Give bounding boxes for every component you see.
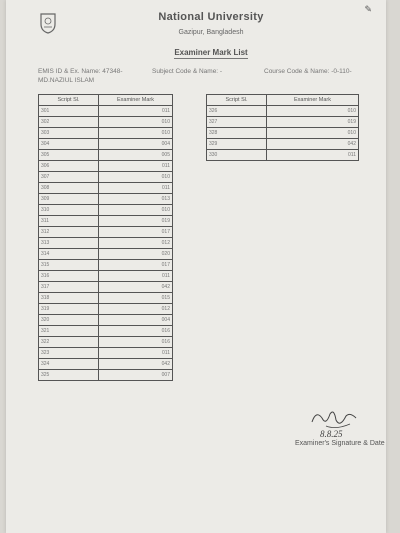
- script-serial-cell: 310: [39, 205, 99, 216]
- script-serial-cell: 314: [39, 249, 99, 260]
- examiner-mark-cell: 012: [99, 238, 173, 249]
- examiner-mark-cell: 016: [99, 337, 173, 348]
- examiner-mark-cell: 011: [99, 271, 173, 282]
- script-serial-cell: 304: [39, 139, 99, 150]
- table-row: [39, 172, 173, 183]
- corner-mark-icon: ✎: [364, 4, 372, 14]
- table-row: [39, 326, 173, 337]
- table-row: [39, 128, 173, 139]
- examiner-mark-cell: 017: [99, 227, 173, 238]
- table-row: [39, 271, 173, 282]
- table-row: [39, 282, 173, 293]
- examiner-mark-cell: 019: [99, 216, 173, 227]
- examiner-mark-cell: 020: [99, 249, 173, 260]
- script-serial-cell: 309: [39, 194, 99, 205]
- examiner-mark-cell: 005: [99, 150, 173, 161]
- script-serial-cell: 322: [39, 337, 99, 348]
- examiner-mark-cell: 011: [267, 150, 359, 161]
- script-serial-cell: 317: [39, 282, 99, 293]
- examiner-mark-cell: 017: [99, 260, 173, 271]
- table-row: [39, 139, 173, 150]
- script-serial-cell: 318: [39, 293, 99, 304]
- script-serial-cell: 312: [39, 227, 99, 238]
- university-title: National University: [158, 11, 264, 23]
- examiner-mark-cell: 042: [99, 359, 173, 370]
- mark-column-header: Examiner Mark: [99, 95, 173, 106]
- table-row: [39, 249, 173, 260]
- script-column-header: Script Sl.: [39, 95, 99, 106]
- examiner-mark-cell: 010: [267, 128, 359, 139]
- table-row: [207, 139, 359, 150]
- table-row: [39, 205, 173, 216]
- script-serial-cell: 315: [39, 260, 99, 271]
- table-row: [39, 348, 173, 359]
- subject-info: Subject Code & Name: -: [152, 68, 223, 75]
- table-row: [39, 216, 173, 227]
- table-row: [39, 183, 173, 194]
- script-serial-cell: 321: [39, 326, 99, 337]
- university-logo-icon: [39, 12, 57, 34]
- examiner-mark-cell: 004: [99, 139, 173, 150]
- script-serial-cell: 313: [39, 238, 99, 249]
- examiner-mark-cell: 042: [267, 139, 359, 150]
- table-row: [207, 106, 359, 117]
- table-row: [39, 359, 173, 370]
- examiner-mark-cell: 042: [99, 282, 173, 293]
- university-location: Gazipur, Bangladesh: [178, 29, 244, 36]
- script-serial-cell: 303: [39, 128, 99, 139]
- script-serial-cell: 329: [207, 139, 267, 150]
- script-serial-cell: 305: [39, 150, 99, 161]
- table-row: [207, 128, 359, 139]
- table-row: [39, 304, 173, 315]
- examiner-mark-cell: 013: [99, 194, 173, 205]
- table-header-row: [207, 95, 359, 106]
- examiner-mark-cell: 010: [99, 205, 173, 216]
- script-column-header: Script Sl.: [207, 95, 267, 106]
- table-row: [39, 117, 173, 128]
- script-serial-cell: 325: [39, 370, 99, 381]
- table-row: [39, 161, 173, 172]
- script-serial-cell: 330: [207, 150, 267, 161]
- examiner-mark-cell: 011: [99, 348, 173, 359]
- signature-caption: Examiner's Signature & Date: [295, 440, 385, 447]
- examiner-mark-cell: 011: [99, 106, 173, 117]
- mark-table-left: [38, 94, 173, 381]
- list-title-text: Examiner Mark List: [174, 48, 248, 57]
- script-serial-cell: 326: [207, 106, 267, 117]
- table-row: [39, 315, 173, 326]
- table-row: [39, 150, 173, 161]
- exam-line-1: EMIS ID & Ex. Name: 47348-: [38, 68, 123, 75]
- mark-column-header: Examiner Mark: [267, 95, 359, 106]
- table-row: [39, 194, 173, 205]
- script-serial-cell: 328: [207, 128, 267, 139]
- examiner-mark-cell: 010: [267, 106, 359, 117]
- table-row: [39, 238, 173, 249]
- examiner-mark-cell: 010: [99, 172, 173, 183]
- mark-list-sheet: [6, 0, 386, 533]
- script-serial-cell: 316: [39, 271, 99, 282]
- list-title: [126, 48, 296, 57]
- script-serial-cell: 327: [207, 117, 267, 128]
- examiner-mark-cell: 011: [99, 161, 173, 172]
- examiner-mark-cell: 015: [99, 293, 173, 304]
- examiner-mark-cell: 007: [99, 370, 173, 381]
- script-serial-cell: 323: [39, 348, 99, 359]
- script-serial-cell: 320: [39, 315, 99, 326]
- mark-table-right: [206, 94, 359, 161]
- table-row: [207, 117, 359, 128]
- table-header-row: [39, 95, 173, 106]
- table-row: [39, 227, 173, 238]
- script-serial-cell: 301: [39, 106, 99, 117]
- table-row: [39, 293, 173, 304]
- examiner-mark-cell: 012: [99, 304, 173, 315]
- examiner-mark-cell: 019: [267, 117, 359, 128]
- script-serial-cell: 311: [39, 216, 99, 227]
- examiner-mark-cell: 011: [99, 183, 173, 194]
- course-info: Course Code & Name: -0-110-: [264, 68, 352, 75]
- examiner-mark-cell: 004: [99, 315, 173, 326]
- exam-line-2: MD.NAZIUL ISLAM: [38, 77, 95, 84]
- script-serial-cell: 308: [39, 183, 99, 194]
- script-serial-cell: 319: [39, 304, 99, 315]
- script-serial-cell: 324: [39, 359, 99, 370]
- signature-date: 8.8.25: [320, 429, 343, 439]
- examiner-mark-cell: 016: [99, 326, 173, 337]
- table-row: [39, 370, 173, 381]
- table-row: [207, 150, 359, 161]
- script-serial-cell: 302: [39, 117, 99, 128]
- table-row: [39, 337, 173, 348]
- table-row: [39, 260, 173, 271]
- examiner-mark-cell: 010: [99, 128, 173, 139]
- script-serial-cell: 307: [39, 172, 99, 183]
- examiner-signature: [306, 404, 366, 444]
- table-row: [39, 106, 173, 117]
- script-serial-cell: 306: [39, 161, 99, 172]
- examiner-mark-cell: 010: [99, 117, 173, 128]
